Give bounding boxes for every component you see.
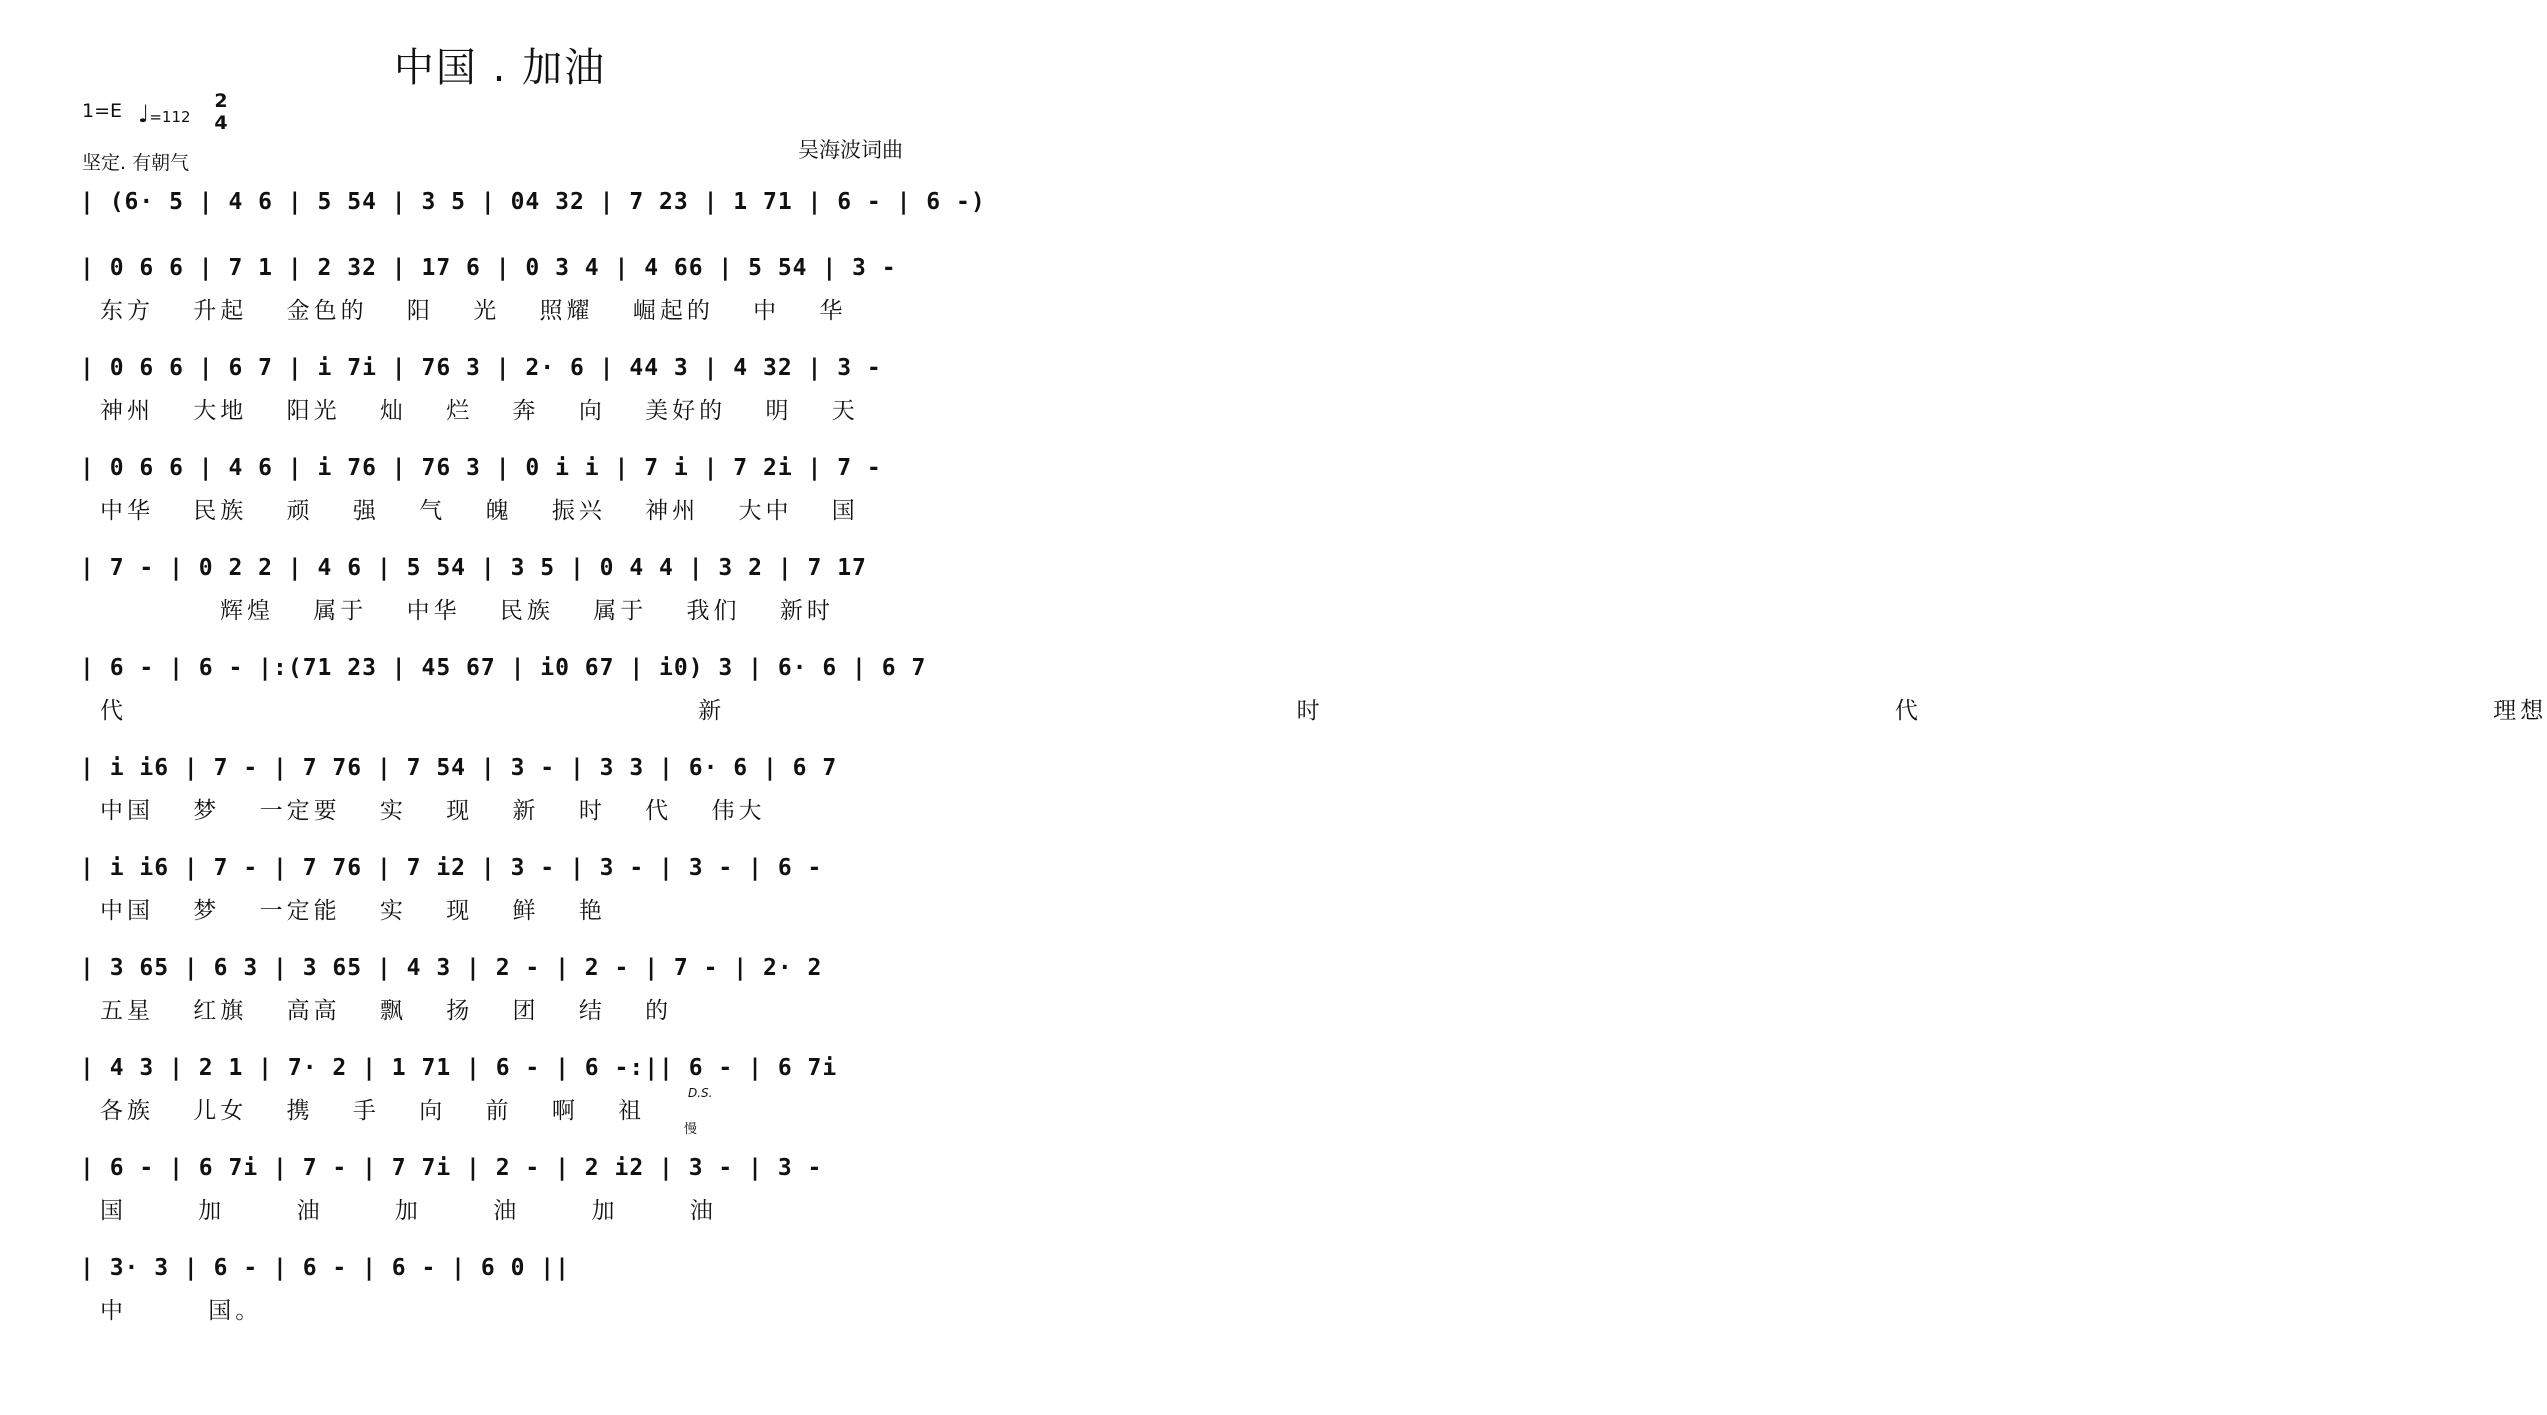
- score-row: [0, 1048, 1000, 1148]
- lyric-line: 五星 红旗 高高 飘 扬 团 结 的: [100, 998, 673, 1024]
- lyric-line: 辉煌 属于 中华 民族 属于 我们 新时: [220, 598, 834, 624]
- lyric-line: 各族 儿女 携 手 向 前 啊 祖: [100, 1098, 646, 1124]
- lyric-line: 国 加 油 加 油 加 油: [100, 1198, 717, 1224]
- tempo-value: =112: [149, 108, 191, 126]
- slow-tempo-mark: 慢: [684, 1122, 698, 1137]
- notation-line: | 0 6 6 | 4 6 | i 76 | 76 3 | 0 i i | 7 i | 7 2i | 7 -: [80, 455, 882, 481]
- key-signature: 1=E: [82, 100, 123, 122]
- score-row: [0, 348, 1000, 448]
- lyric-line: 中 国。: [100, 1298, 263, 1324]
- notation-line: | 0 6 6 | 6 7 | i 7i | 76 3 | 2· 6 | 44 3 | 4 32 | 3 -: [80, 355, 882, 381]
- notation-line: | 0 6 6 | 7 1 | 2 32 | 17 6 | 0 3 4 | 4 66 | 5 54 | 3 -: [80, 255, 897, 281]
- notation-line: | (6· 5 | 4 6 | 5 54 | 3 5 | 04 32 | 7 23 | 1 71 | 6 - | 6 -): [80, 189, 986, 215]
- lyric-line: 东方 升起 金色的 阳 光 照耀 崛起的 中 华: [100, 298, 847, 324]
- dal-segno-mark: D.S.: [688, 1086, 713, 1100]
- lyric-line: 中国 梦 一定要 实 现 新 时 代 伟大: [100, 798, 766, 824]
- score-row: [0, 848, 1000, 948]
- score-row: [0, 748, 1000, 848]
- notation-line: | 4 3 | 2 1 | 7· 2 | 1 71 | 6 - | 6 -:|| 6 - | 6 7i: [80, 1055, 838, 1081]
- notation-line: | 7 - | 0 2 2 | 4 6 | 5 54 | 3 5 | 0 4 4 | 3 2 | 7 17: [80, 555, 867, 581]
- score-row: [0, 1248, 1000, 1348]
- lyric-line: 神州 大地 阳光 灿 烂 奔 向 美好的 明 天: [100, 398, 859, 424]
- notation-line: | 6 - | 6 7i | 7 - | 7 7i | 2 - | 2 i2 | 3 - | 3 -: [80, 1155, 823, 1181]
- time-signature-top: 2: [214, 90, 228, 112]
- notation-line: | 6 - | 6 - |:(71 23 | 45 67 | i0 67 | i0) 3 | 6· 6 | 6 7: [80, 655, 927, 681]
- quarter-note-icon: ♩: [138, 100, 150, 128]
- notation-line: | i i6 | 7 - | 7 76 | 7 i2 | 3 - | 3 - | 3 - | 6 -: [80, 855, 823, 881]
- tempo-marking: [138, 100, 191, 128]
- expression-marking: 坚定. 有朝气: [82, 152, 190, 174]
- lyric-line: 中国 梦 一定能 实 现 鲜 艳: [100, 898, 606, 924]
- lyric-line: 中华 民族 顽 强 气 魄 振兴 神州 大中 国: [100, 498, 859, 524]
- score-row: [0, 1148, 1000, 1248]
- time-signature-bottom: 4: [214, 112, 228, 134]
- score-row: [0, 648, 2547, 748]
- notation-line: | i i6 | 7 - | 7 76 | 7 54 | 3 - | 3 3 | 6· 6 | 6 7: [80, 755, 838, 781]
- notation-line: | 3 65 | 6 3 | 3 65 | 4 3 | 2 - | 2 - | 7 - | 2· 2: [80, 955, 823, 981]
- score-row: [0, 248, 1000, 348]
- lyric-line: 代 新 时 代 理想: [100, 698, 2547, 724]
- score-row: [0, 548, 1000, 648]
- score-row: [0, 448, 1000, 548]
- composer-credit: 吴海波词曲: [798, 138, 903, 162]
- song-title: 中国 . 加油: [393, 45, 607, 91]
- notation-line: | 3· 3 | 6 - | 6 - | 6 - | 6 0 ||: [80, 1255, 570, 1281]
- time-signature: [210, 90, 232, 134]
- score-row: [0, 948, 1000, 1048]
